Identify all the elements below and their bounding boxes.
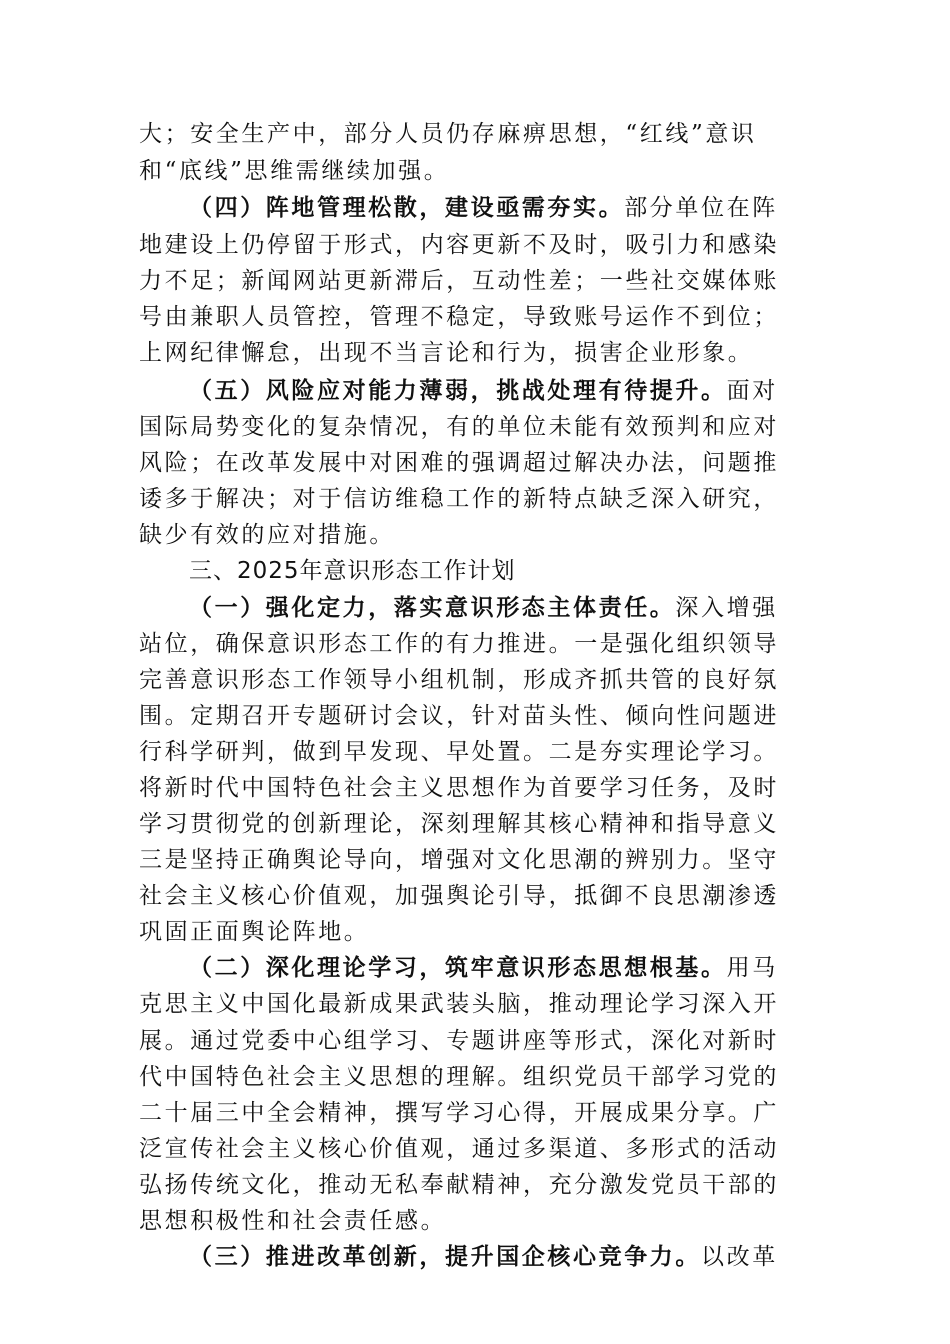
text-line: 克思主义中国化最新成果武装头脑，推动理论学习深入开 <box>139 991 779 1017</box>
subheading-line-2: （二）深化理论学习，筑牢意识形态思想根基。用马 <box>189 954 778 981</box>
text-line: 大；安全生产中，部分人员仍存麻痹思想，“红线”意识 <box>139 121 757 147</box>
subheading-line-4: （四）阵地管理松散，建设亟需夯实。部分单位在阵 <box>189 194 778 221</box>
text-line: 泛宣传社会主义核心价值观，通过多渠道、多形式的活动 <box>139 1136 779 1162</box>
text-line: 巩固正面舆论阵地。 <box>139 919 370 945</box>
text-line: 风险；在改革发展中对困难的强调超过解决办法，问题推 <box>139 450 779 476</box>
subheading-line-3: （三）推进改革创新，提升国企核心竞争力。以改革 <box>189 1243 778 1270</box>
text-line: 代中国特色社会主义思想的理解。组织党员干部学习党的 <box>139 1064 779 1090</box>
text-line: 思想积极性和社会责任感。 <box>139 1208 447 1234</box>
text-line: 弘扬传统文化，推动无私奉献精神，充分激发党员干部的 <box>139 1172 779 1198</box>
text-line: 围。定期召开专题研讨会议，针对苗头性、倾向性问题进 <box>139 703 779 729</box>
text-line: 展。通过党委中心组学习、专题讲座等形式，深化对新时 <box>139 1028 779 1054</box>
text-line: 国际局势变化的复杂情况，有的单位未能有效预判和应对 <box>139 414 779 440</box>
text-line: 二十届三中全会精神，撰写学习心得，开展成果分享。广 <box>139 1100 779 1126</box>
subheading-line-5: （五）风险应对能力薄弱，挑战处理有待提升。面对 <box>189 377 778 404</box>
text-line: 社会主义核心价值观，加强舆论引导，抵御不良思潮渗透 <box>139 883 779 909</box>
text-line: 号由兼职人员管控，管理不稳定，导致账号运作不到位； <box>139 304 779 330</box>
text-line: 诿多于解决；对于信访维稳工作的新特点缺乏深入研究， <box>139 486 779 512</box>
text-line: 地建设上仍停留于形式，内容更新不及时，吸引力和感染 <box>139 232 779 258</box>
text-line: 三是坚持正确舆论导向，增强对文化思潮的辨别力。坚守 <box>139 847 779 873</box>
text-line: 站位，确保意识形态工作的有力推进。一是强化组织领导 <box>139 631 779 657</box>
text-line: 缺少有效的应对措施。 <box>139 522 395 548</box>
subheading-line-1: （一）强化定力，落实意识形态主体责任。深入增强 <box>189 594 778 621</box>
text-line: 将新时代中国特色社会主义思想作为首要学习任务，及时 <box>139 775 779 801</box>
text-line: 完善意识形态工作领导小组机制，形成齐抓共管的良好氛 <box>139 667 779 693</box>
text-line: 学习贯彻党的创新理论，深刻理解其核心精神和指导意义 <box>139 811 779 837</box>
section-heading: 三、2025年意识形态工作计划 <box>189 558 516 584</box>
text-line: 力不足；新闻网站更新滞后，互动性差；一些社交媒体账 <box>139 268 779 294</box>
text-line: 和“底线”思维需继续加强。 <box>139 158 450 184</box>
text-line: 行科学研判，做到早发现、早处置。二是夯实理论学习。 <box>139 739 779 765</box>
text-line: 上网纪律懈怠，出现不当言论和行为，损害企业形象。 <box>139 340 754 366</box>
